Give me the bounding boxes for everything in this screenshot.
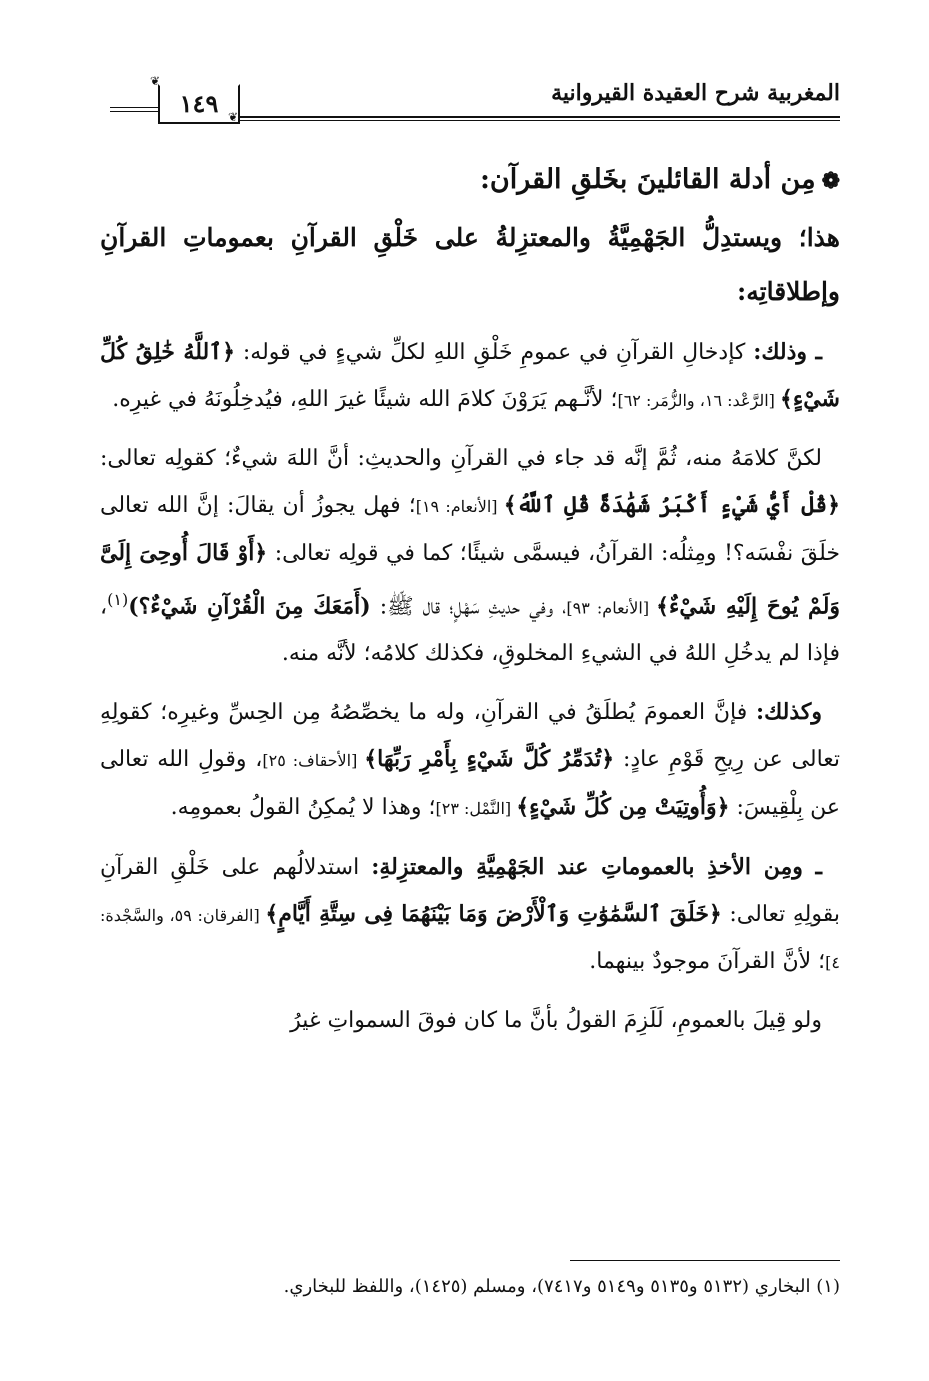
paragraph-text: ؛ لأنَّـهم يَرَوْنَ كلامَ الله شيئًا غيرَ اللهِ، فيُدخِلُونَهُ في غيرِه. xyxy=(112,387,618,412)
paragraph-1 xyxy=(100,329,840,424)
paragraph-lead: ـ وذلك: xyxy=(753,339,822,365)
hadith-quote: (أَمَعَكَ مِنَ الْقُرْآنِ شَيْءٌ؟) xyxy=(128,593,371,620)
paragraph-text: استدلالُهم على خَلْقِ القرآنِ بقولِهِ تعالى: xyxy=(100,855,840,928)
page-number: ١٤٩ xyxy=(179,89,219,118)
paragraph-text: ؛ لأنَّ القرآنَ موجودٌ بينهما. xyxy=(589,949,826,975)
header-rule-left-thin xyxy=(110,111,158,112)
paragraph-text: ، فإذا لم يدخُلِ اللهُ في الشيءِ المخلوقِ، فكذلك كلامُه؛ لأنَّه منه. xyxy=(100,594,840,667)
header-rule-thin xyxy=(238,120,840,121)
paragraph-lead: وكذلك: xyxy=(755,699,822,726)
heading-text: مِن أدلة القائلينَ بخَلقِ القرآن: xyxy=(479,164,816,195)
paragraph-text: ، وقولِ الله تعالى عن بِلْقِيسَ: xyxy=(100,747,840,821)
paragraph-text: لكنَّ كلامَهُ منه، ثُمَّ إنَّه قد جاء في القرآنِ والحديثِ: أنَّ اللهَ شيءٌ؛ كقولِه تعالى: xyxy=(100,446,822,471)
paragraph-text: ؛ وهذا لا يُمكِنُ القولُ بعمومِه. xyxy=(170,795,436,821)
quran-verse: ﴿خَلَقَ ٱلسَّمَٰوَٰتِ وَٱلْأَرْضَ وَمَا بَيْنَهُمَا فِى سِتَّةِ أَيَّامٍ﴾ xyxy=(265,901,722,928)
footnote-separator xyxy=(570,1260,840,1261)
ornament-icon: ❦ xyxy=(228,110,239,124)
verse-reference: [الأنعام: ١٩] xyxy=(415,497,504,516)
header-rule xyxy=(238,116,840,118)
paragraph-text: فإنَّ العمومَ يُطلَقُ في القرآنِ، وله ما يخصِّصُهُ مِن الحِسِّ وغيرِه؛ كقولِهِ تعالى عن رِيحِ قَوْمِ عادٍ: xyxy=(100,700,841,773)
running-title: المغربية شرح العقيدة القيروانية xyxy=(551,80,840,106)
verse-reference: [الفرقان: ٥٩، والسَّجْدة: ٤] xyxy=(100,906,840,973)
header-rule-left xyxy=(110,107,158,108)
section-heading xyxy=(100,158,840,203)
paragraph-lead: ـ ومِن الأخذِ بالعموماتِ عند الجَهْمِيَّةِ والمعتزِلةِ: xyxy=(371,854,823,881)
paragraph-text: كإدخالِ القرآنِ في عمومِ خَلْقِ اللهِ لكلِّ شيءٍ في قوله: xyxy=(235,340,754,365)
verse-reference: [الأنعام: ٩٣] xyxy=(566,598,657,618)
quran-verse: ﴿تُدَمِّرُ كُلَّ شَيْءٍ بِأَمْرِ رَبِّهَا﴾ xyxy=(364,746,615,773)
paragraph-text: ولو قِيلَ بالعمومِ، لَلَزِمَ القولُ بأنَّ ما كان فوقَ السمواتِ غيرُ xyxy=(290,1008,822,1034)
footnote: (١) البخاري (٥١٣٢ و٥١٣٥ و٥١٤٩ و٧٤١٧)، ومسلم (١٤٢٥)، واللفظ للبخاري. xyxy=(283,1276,840,1297)
paragraph-text: ، وفي حديثِ سَهْلٍ؛ قال ﷺ: xyxy=(370,594,567,620)
paragraph-2 xyxy=(100,436,840,677)
quran-verse: ﴿وَأُوتِيَتْ مِن كُلِّ شَيْءٍ﴾ xyxy=(516,794,730,821)
footnote-marker: (١) xyxy=(107,590,129,609)
page-header xyxy=(110,74,840,124)
verse-reference: [الرَّعْد: ١٦، والزُّمَر: ٦٢] xyxy=(617,391,780,410)
intro-paragraph: هذا؛ ويستدِلُّ الجَهْمِيَّةُ والمعتزِلةُ على خَلْقِ القرآنِ بعموماتِ القرآنِ وإطلاقاتِه: xyxy=(100,223,840,306)
verse-reference: [الأحقاف: ٢٥] xyxy=(262,751,365,771)
paragraph-4 xyxy=(100,844,840,986)
paragraph-text: ؛ فهل يجوزُ أن يقالَ: إنَّ الله تعالى خلَقَ نفْسَه؟! ومِثلُه: القرآنُ، فيسمَّى شيئًا؛ كما في قولِه تعالى: xyxy=(100,493,841,566)
paragraph-5 xyxy=(100,998,840,1044)
quran-verse: ﴿قُلْ أَيُّ شَيْءٍ أَكْبَرُ شَهَٰدَةً قُلِ ٱللَّهُ﴾ xyxy=(503,492,840,518)
quran-verse: ﴿ٱللَّهُ خَٰلِقُ كُلِّ شَيْءٍ﴾ xyxy=(100,339,840,412)
paragraph-3 xyxy=(100,689,840,832)
verse-reference: [النَّمْل: ٢٣] xyxy=(435,799,517,819)
flower-bullet-icon: ❁ xyxy=(821,168,840,194)
main-text xyxy=(100,158,840,1056)
ornament-icon: ❦ xyxy=(150,74,161,88)
quran-verse: ﴿أَوْ قَالَ أُوحِىَ إِلَىَّ وَلَمْ يُوحَ إِلَيْهِ شَيْءٌ﴾ xyxy=(100,540,841,620)
